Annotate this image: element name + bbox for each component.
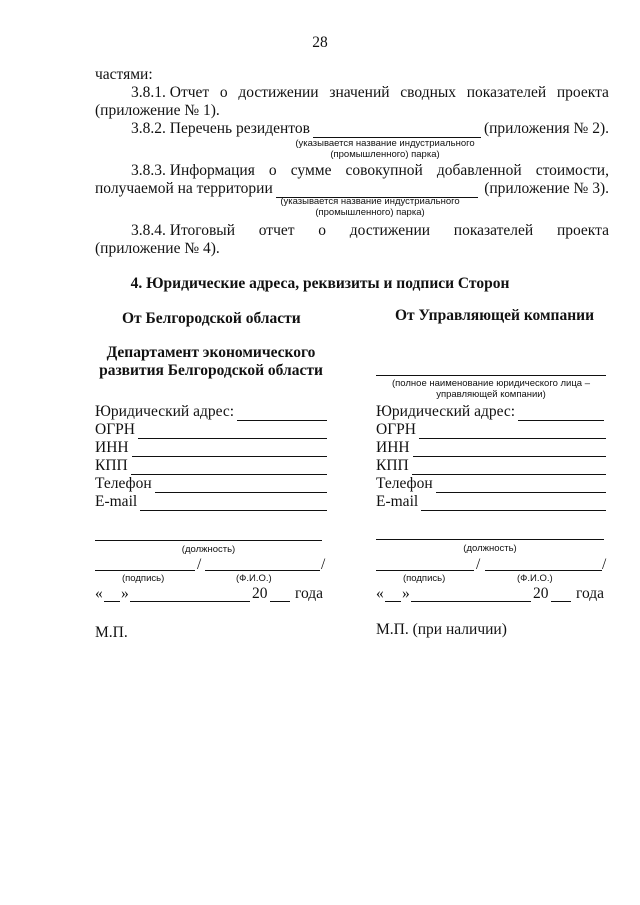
right-email-row [376, 493, 606, 511]
item-384-word: 3.8.4. Итоговый [131, 222, 236, 239]
left-year-prefix: 20 [252, 585, 268, 602]
left-kpp-label: КПП [95, 457, 128, 474]
left-inn-label: ИНН [95, 439, 129, 456]
item-381-word: проекта [556, 84, 609, 101]
right-signature-input[interactable] [376, 570, 474, 571]
right-email-input[interactable] [421, 496, 606, 511]
right-email-label: E-mail [376, 493, 419, 510]
right-slash-end: / [602, 556, 607, 573]
left-fio-caption: (Ф.И.О.) [236, 573, 272, 584]
right-kpp-input[interactable] [412, 460, 606, 475]
left-fio-input[interactable] [205, 570, 320, 571]
item-382-hint-2: (промышленного) парка) [330, 149, 440, 160]
item-383-hint-2: (промышленного) парка) [315, 207, 425, 218]
left-kpp-row [95, 457, 327, 475]
section-heading: 4. Юридические адреса, реквизиты и подписи Сторон [130, 275, 510, 292]
right-inn-label: ИНН [376, 439, 410, 456]
right-inn-row [376, 439, 606, 457]
left-date-open: « [95, 585, 103, 602]
left-kpp-input[interactable] [131, 460, 327, 475]
left-ogrn-row [95, 421, 327, 439]
item-381-line2: (приложение № 1). [95, 102, 220, 119]
left-phone-input[interactable] [155, 478, 327, 493]
left-phone-label: Телефон [95, 475, 152, 492]
item-383-line1 [131, 162, 609, 180]
intro-text: частями: [95, 66, 153, 83]
right-position-input[interactable] [376, 539, 604, 540]
right-org-hint-1: (полное наименование юридического лица – [391, 378, 591, 389]
left-phone-row [95, 475, 327, 493]
right-year-prefix: 20 [533, 585, 549, 602]
left-ogrn-input[interactable] [138, 424, 327, 439]
item-384-line1 [131, 222, 609, 240]
left-year-input[interactable] [270, 601, 290, 602]
right-phone-row [376, 475, 606, 493]
left-inn-row [95, 439, 327, 457]
page-number: 28 [312, 34, 328, 51]
right-kpp-row [376, 457, 606, 475]
right-fio-caption: (Ф.И.О.) [517, 573, 553, 584]
left-signature-caption: (подпись) [122, 573, 165, 584]
item-384-word: отчет [258, 222, 295, 239]
right-phone-input[interactable] [436, 478, 606, 493]
right-ogrn-label: ОГРН [376, 421, 416, 438]
item-382-hint-1: (указывается название индустриального [295, 138, 475, 149]
right-stamp: М.П. (при наличии) [376, 621, 507, 638]
left-address-row [95, 403, 327, 421]
left-inn-input[interactable] [132, 442, 327, 457]
item-381-word: 3.8.1. Отчет [131, 84, 210, 101]
left-email-row [95, 493, 327, 511]
right-date-day-input[interactable] [385, 601, 401, 602]
left-address-label: Юридический адрес: [95, 403, 235, 420]
item-383-word: о [268, 162, 277, 179]
left-date-day-input[interactable] [104, 601, 120, 602]
left-address-input[interactable] [237, 406, 327, 421]
left-slash: / [197, 556, 202, 573]
right-kpp-label: КПП [376, 457, 409, 474]
left-signature-input[interactable] [95, 570, 195, 571]
right-address-label: Юридический адрес: [376, 403, 516, 420]
right-ogrn-row [376, 421, 606, 439]
left-slash-end: / [321, 556, 326, 573]
item-381-word: о [219, 84, 228, 101]
item-382-blank[interactable] [313, 123, 481, 138]
item-381-word: достижении [238, 84, 319, 101]
left-position-input[interactable] [95, 540, 322, 541]
item-384-word: проекта [556, 222, 609, 239]
right-year-word: года [576, 585, 605, 602]
right-date-mid: » [402, 585, 410, 602]
right-address-row [376, 403, 604, 421]
item-381-word: значений [329, 84, 390, 101]
item-383-lead: получаемой на территории [95, 180, 273, 197]
item-383-word: 3.8.3. Информация [131, 162, 255, 179]
item-383-hint-1: (указывается название индустриального [280, 196, 460, 207]
right-inn-input[interactable] [413, 442, 606, 457]
left-date-month-input[interactable] [130, 601, 250, 602]
right-position-caption: (должность) [463, 543, 517, 554]
right-address-input[interactable] [518, 406, 604, 421]
left-email-input[interactable] [140, 496, 327, 511]
item-383-word: добавленной [436, 162, 522, 179]
item-382-tail: (приложения № 2). [483, 120, 609, 137]
right-org-name-input[interactable] [376, 375, 606, 376]
right-signature-caption: (подпись) [403, 573, 446, 584]
right-phone-label: Телефон [376, 475, 433, 492]
item-383-word: стоимости, [535, 162, 609, 179]
left-ogrn-label: ОГРН [95, 421, 135, 438]
right-year-input[interactable] [551, 601, 571, 602]
left-org-line-1: Департамент экономического [106, 344, 316, 361]
item-382-line [131, 120, 609, 138]
item-381-word: показателей [466, 84, 547, 101]
item-382-lead: 3.8.2. Перечень резидентов [131, 120, 310, 137]
item-384-word: показателей [453, 222, 534, 239]
left-org-line-2: развития Белгородской области [99, 362, 323, 379]
item-381-word: сводных [400, 84, 457, 101]
item-383-word: совокупной [345, 162, 423, 179]
item-384-word: достижении [349, 222, 431, 239]
right-party-title: От Управляющей компании [395, 307, 595, 324]
right-org-hint-2: управляющей компании) [436, 389, 546, 400]
left-email-label: E-mail [95, 493, 138, 510]
right-date-open: « [376, 585, 384, 602]
item-384-line2: (приложение № 4). [95, 240, 220, 257]
right-slash: / [476, 556, 481, 573]
item-381-line1 [131, 84, 609, 102]
left-date-mid: » [121, 585, 129, 602]
right-ogrn-input[interactable] [419, 424, 606, 439]
right-fio-input[interactable] [485, 570, 602, 571]
left-party-title: От Белгородской области [122, 310, 301, 327]
left-year-word: года [295, 585, 324, 602]
right-date-month-input[interactable] [411, 601, 531, 602]
item-383-word: сумме [290, 162, 332, 179]
left-position-caption: (должность) [181, 544, 236, 555]
item-384-word: о [318, 222, 327, 239]
left-stamp: М.П. [95, 624, 128, 641]
item-383-tail: (приложение № 3). [484, 180, 609, 197]
